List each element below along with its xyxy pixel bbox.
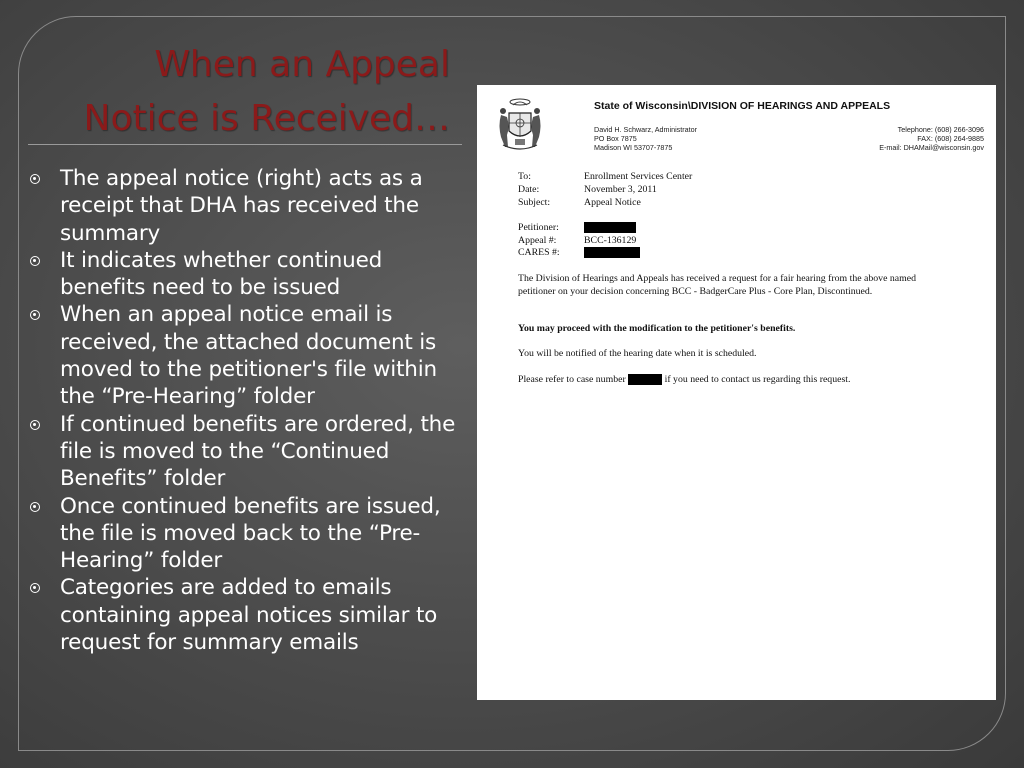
title-line-2: Notice is Received… — [83, 98, 450, 139]
fax: FAX: (608) 264-9885 — [917, 134, 984, 143]
bullet-text: Once continued benefits are issued, the file is moved back to the “Pre-Hearing” folder — [60, 493, 441, 574]
admin-name: David H. Schwarz, Administrator — [594, 125, 698, 134]
bullet-list — [30, 165, 470, 656]
paragraph-case-number — [518, 374, 938, 387]
bullet-item — [30, 574, 470, 656]
to-value: Enrollment Services Center — [584, 171, 693, 182]
bullet-text: The appeal notice (right) acts as a receipt that DHA has received the summary — [60, 166, 423, 246]
bullet-text: If continued benefits are ordered, the file is moved to the “Continued Benefits” folder — [60, 411, 456, 492]
bullet-item — [30, 165, 470, 247]
paragraph-proceed: You may proceed with the modification to the petitioner's benefits. — [518, 323, 796, 334]
case-number-redaction — [628, 374, 662, 385]
agency-header: State of Wisconsin\DIVISION OF HEARINGS AND APPEALS — [594, 100, 891, 112]
city-line: Madison WI 53707-7875 — [594, 143, 673, 152]
agency-contact — [879, 125, 984, 152]
to-label: To: — [518, 171, 531, 182]
po-box: PO Box 7875 — [594, 134, 637, 143]
petitioner-redaction — [584, 222, 636, 233]
bullet-text: When an appeal notice email is received, the attached document is moved to the petitioner's file within the “Pre-Hearing” folder — [60, 302, 437, 410]
agency-address — [594, 125, 697, 152]
bullet-icon — [30, 310, 40, 320]
paragraph-notified: You will be notified of the hearing date when it is scheduled. — [518, 348, 757, 359]
bullet-item — [30, 411, 470, 493]
case-number-lead: Please refer to case number — [518, 374, 626, 385]
subject-label: Subject: — [518, 197, 551, 208]
bullet-text: Categories are added to emails containing appeal notices similar to request for summary emails — [60, 575, 438, 656]
bullet-icon — [30, 502, 40, 512]
paragraph-request: The Division of Hearings and Appeals has received a request for a fair hearing from the above named petitioner on your decision concerning BCC - BadgerCare Plus - Core Plan, Discontinued. — [518, 273, 916, 297]
bullet-icon — [30, 420, 40, 430]
bullet-icon — [30, 256, 40, 266]
cares-label: CARES #: — [518, 247, 560, 258]
state-seal-icon — [489, 93, 551, 155]
bullet-icon — [30, 583, 40, 593]
bullet-item — [30, 493, 470, 575]
subject-value: Appeal Notice — [584, 197, 641, 208]
title-line-1: When an Appeal — [154, 44, 450, 85]
telephone: Telephone: (608) 266-3096 — [897, 125, 984, 134]
bullet-text: It indicates whether continued benefits need to be issued — [60, 247, 383, 301]
bullet-icon — [30, 174, 40, 184]
date-label: Date: — [518, 184, 540, 195]
appeal-value: BCC-136129 — [584, 235, 637, 246]
petitioner-label: Petitioner: — [518, 222, 559, 233]
bullet-item — [30, 301, 470, 410]
cares-redaction — [584, 247, 640, 258]
date-value: November 3, 2011 — [584, 184, 657, 195]
appeal-label: Appeal #: — [518, 235, 557, 246]
appeal-notice-document — [477, 85, 996, 700]
case-number-tail: if you need to contact us regarding this request. — [664, 374, 851, 385]
bullet-item — [30, 247, 470, 302]
title-divider — [28, 144, 462, 145]
slide-title — [40, 38, 450, 146]
email: E-mail: DHAMail@wisconsin.gov — [879, 143, 984, 152]
